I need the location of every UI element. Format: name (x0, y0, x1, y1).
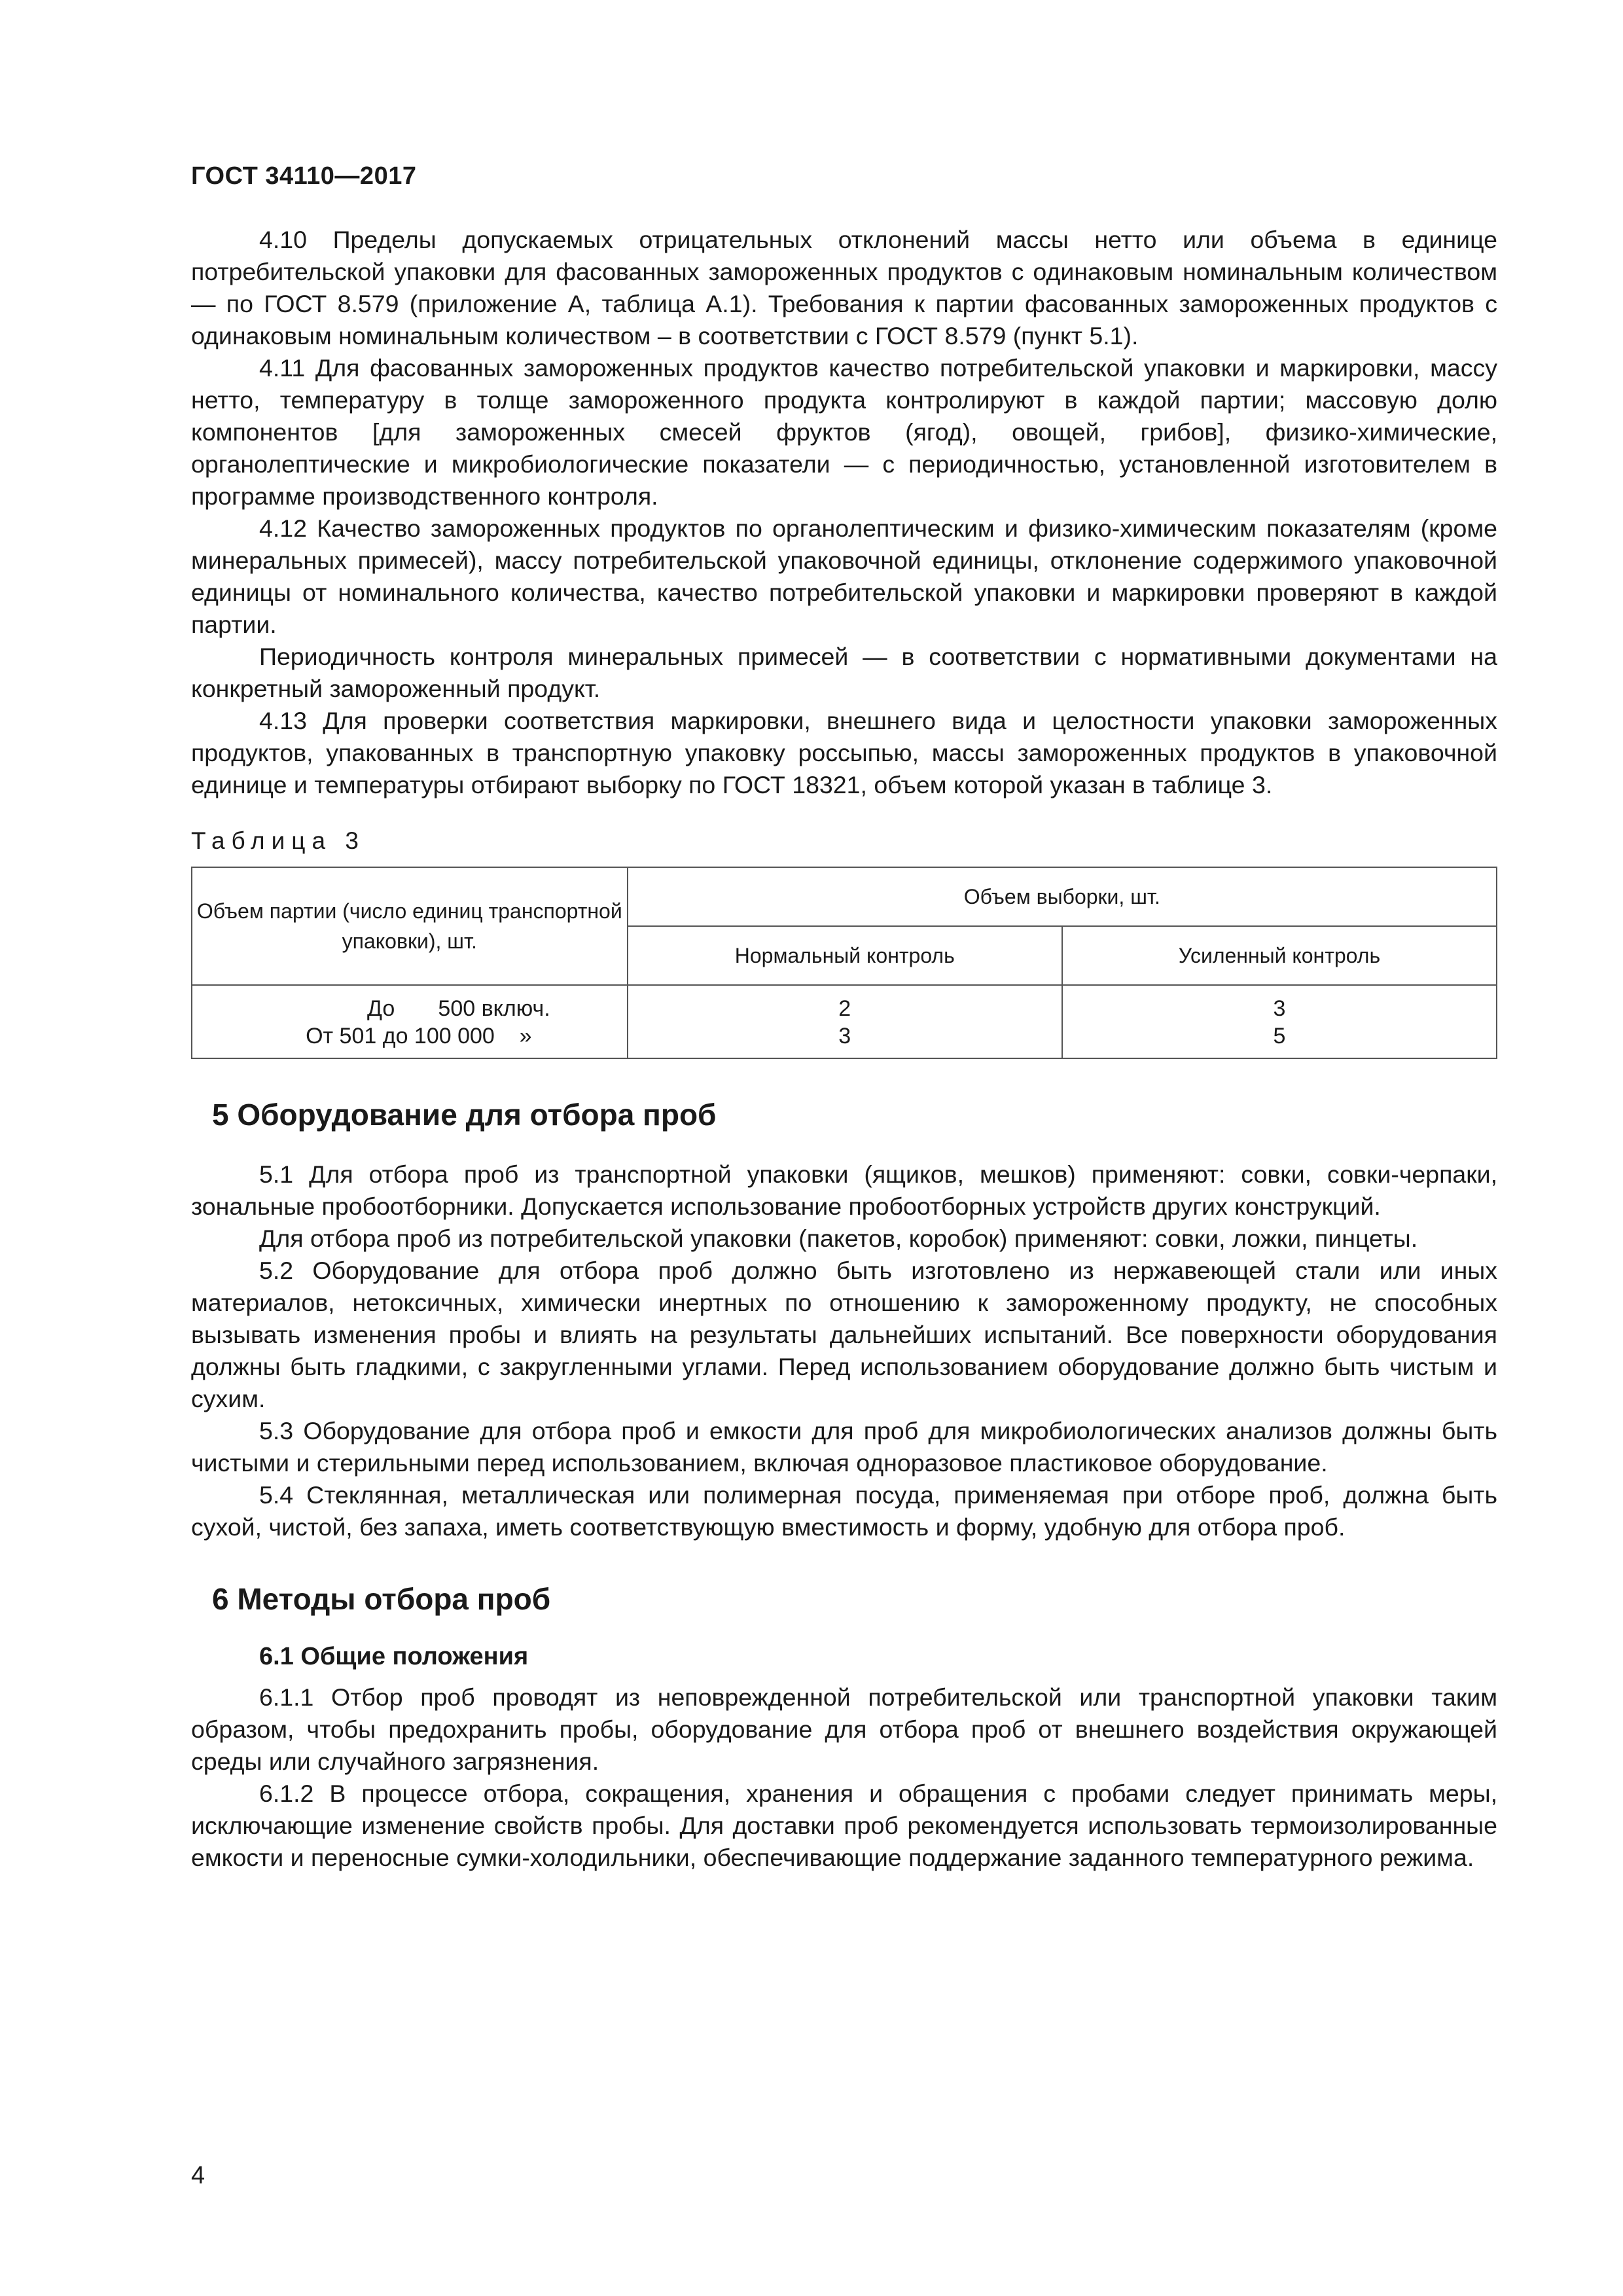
document-id-header: ГОСТ 34110—2017 (191, 162, 417, 190)
page-number: 4 (191, 2162, 205, 2189)
section-5-heading: 5 Оборудование для отбора проб (212, 1098, 717, 1132)
table-cell-lot-size (192, 985, 628, 1058)
subsection-6-1-heading: 6.1 Общие положения (259, 1643, 529, 1670)
table-cell-strict-row-2: 5 (1273, 1024, 1286, 1049)
paragraph-4-12: 4.12 Качество замороженных продуктов по органолептическим и физико-химическим показателям (кроме минеральных примесей), массу потребительской упаковочной единицы, отклонение содержимого упаковочной единицы от номинального количества, качество потребительской упаковки и маркировки проверяют в каждой партии. (191, 514, 1497, 638)
table-body-row (192, 985, 1497, 1058)
paragraph-4-13: 4.13 Для проверки соответствия маркировки, внешнего вида и целостности упаковки замороженных продуктов, упакованных в транспортную упаковку россыпью, массы замороженных продуктов в упаковочной единице и температуры отбирают выборку по ГОСТ 18321, объем которой указан в таблице 3. (191, 707, 1497, 798)
paragraph-6-1-1: 6.1.1 Отбор проб проводят из неповрежденной потребительской или транспортной упаковки таким образом, чтобы предохранить пробы, оборудование для отбора проб от внешнего воздействия окружающей среды или случайного загрязнения. (191, 1683, 1497, 1775)
paragraph-4-10: 4.10 Пределы допускаемых отрицательных отклонений массы нетто или объема в единице потребительской упаковки для фасованных замороженных продуктов с одинаковым номинальным количеством — по ГОСТ 8.579 (приложение А, таблица А.1). Требования к партии фасованных замороженных продуктов с одинаковым номинальным количеством – в соответствии с ГОСТ 8.579 (пункт 5.1). (191, 226, 1497, 350)
paragraph-4-11: 4.11 Для фасованных замороженных продуктов качество потребительской упаковки и маркировки, массу нетто, температуру в толще замороженного продукта контролируют в каждой партии; массовую долю компонентов [для замороженных смесей фруктов (ягод), овощей, грибов], физико-химические, органолептические и микробиологические показатели — с периодичностью, установленной изготовителем в программе производственного контроля. (191, 354, 1497, 510)
paragraph-5-1-consumer: Для отбора проб из потребительской упаковки (пакетов, коробок) применяют: совки, ложки, пинцеты. (259, 1225, 1418, 1252)
section-6-heading: 6 Методы отбора проб (212, 1582, 551, 1616)
table-cell-normal-row-1: 2 (838, 996, 851, 1021)
table-header-sample-size: Объем выборки, шт. (628, 867, 1497, 926)
paragraph-5-1: 5.1 Для отбора проб из транспортной упаковки (ящиков, мешков) применяют: совки, совки-черпаки, зональные пробоотборники. Допускается использование пробоотборных устройств других конструкций. (191, 1160, 1497, 1220)
paragraph-mineral-impurities: Периодичность контроля минеральных примесей — в соответствии с нормативными документами на конкретный замороженный продукт. (191, 643, 1497, 702)
table-cell-strict-control (1062, 985, 1497, 1058)
paragraph-5-4: 5.4 Стеклянная, металлическая или полимерная посуда, применяемая при отборе проб, должна быть сухой, чистой, без запаха, иметь соответствующую вместимость и форму, удобную для отбора проб. (191, 1481, 1497, 1541)
page-content (191, 224, 1497, 1874)
table-caption: Таблица 3 (191, 827, 365, 854)
table-cell-normal-control (628, 985, 1062, 1058)
table-header-normal-control: Нормальный контроль (628, 926, 1062, 985)
paragraph-5-2: 5.2 Оборудование для отбора проб должно быть изготовлено из нержавеющей стали или иных материалов, нетоксичных, химически инертных по отношению к замороженному продукту, не способных вызывать изменения пробы и влиять на результаты дальнейших испытаний. Все поверхности оборудования должны быть гладкими, с закругленными углами. Перед использованием оборудование должно быть чистым и сухим. (191, 1257, 1497, 1412)
paragraph-6-1-2: 6.1.2 В процессе отбора, сокращения, хранения и обращения с пробами следует принимать меры, исключающие изменение свойств пробы. Для доставки проб рекомендуется использовать термоизолированные емкости и переносные сумки-холодильники, обеспечивающие поддержание заданного температурного режима. (191, 1780, 1497, 1871)
sample-size-table (191, 867, 1497, 1059)
table-cell-lot-row-2: От 501 до 100 000 » (306, 1024, 532, 1049)
paragraph-5-3: 5.3 Оборудование для отбора проб и емкости для проб для микробиологических анализов должны быть чистыми и стерильными перед использованием, включая одноразовое пластиковое оборудование. (191, 1417, 1497, 1477)
table-cell-normal-row-2: 3 (838, 1024, 851, 1049)
table-cell-strict-row-1: 3 (1273, 996, 1286, 1021)
table-header-lot-size: Объем партии (число единиц транспортной упаковки), шт. (192, 867, 628, 985)
table-cell-lot-row-1: До 500 включ. (366, 996, 550, 1021)
table-header-strict-control: Усиленный контроль (1062, 926, 1497, 985)
